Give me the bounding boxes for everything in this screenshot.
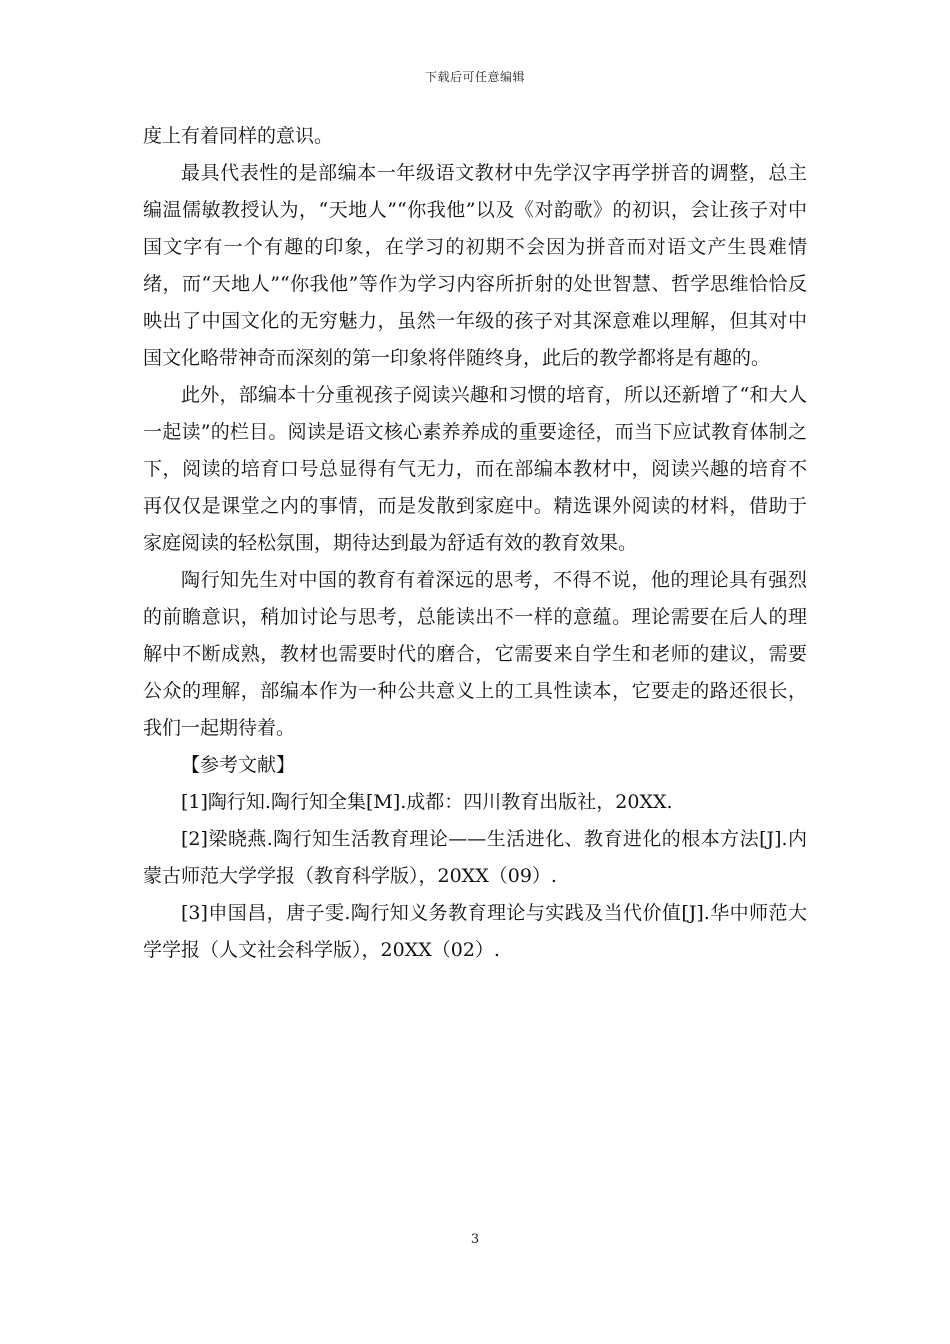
document-body <box>143 118 807 969</box>
references-section <box>143 747 807 969</box>
body-paragraph: 此外，部编本十分重视孩子阅读兴趣和习惯的培育，所以还新增了“和大人一起读”的栏目。阅读是语文核心素养养成的重要途径，而当下应试教育体制之下，阅读的培育口号总显得有气无力，而在部编本教材中，阅读兴趣的培育不再仅仅是课堂之内的事情，而是发散到家庭中。精选课外阅读的材料，借助于家庭阅读的轻松氛围，期待达到最为舒适有效的教育效果。 <box>143 384 807 554</box>
reference-item: [3]申国昌，唐子雯.陶行知义务教育理论与实践及当代价值[J].华中师范大学学报（人文社会科学版），20XX（02）. <box>143 902 807 961</box>
page-header: 下载后可任意编辑 <box>424 70 525 84</box>
body-paragraph: 度上有着同样的意识。 <box>143 125 334 147</box>
body-paragraph: 最具代表性的是部编本一年级语文教材中先学汉字再学拼音的调整，总主编温儒敏教授认为，“天地人”“你我他”以及《对韵歌》的初识，会让孩子对中国文字有一个有趣的印象，在学习的初期不会因为拼音而对语文产生畏难情绪，而“天地人”“你我他”等作为学习内容所折射的处世智慧、哲学思维恰恰反映出了中国文化的无穷魅力，虽然一年级的孩子对其深意难以理解，但其对中国文化略带神奇而深刻的第一印象将伴随终身，此后的教学都将是有趣的。 <box>143 162 807 369</box>
references-heading: 【参考文献】 <box>181 754 296 776</box>
reference-item: [2]梁晓燕.陶行知生活教育理论——生活进化、教育进化的根本方法[J].内蒙古师范大学学报（教育科学版），20XX（09）. <box>143 828 807 887</box>
reference-item: [1]陶行知.陶行知全集[M].成都：四川教育出版社，20XX. <box>181 791 673 813</box>
body-paragraph: 陶行知先生对中国的教育有着深远的思考，不得不说，他的理论具有强烈的前瞻意识，稍加讨论与思考，总能读出不一样的意蕴。理论需要在后人的理解中不断成熟，教材也需要时代的磨合，它需要来自学生和老师的建议，需要公众的理解，部编本作为一种公共意义上的工具性读本，它要走的路还很长，我们一起期待着。 <box>143 569 807 739</box>
page-number: 3 <box>470 1232 480 1247</box>
